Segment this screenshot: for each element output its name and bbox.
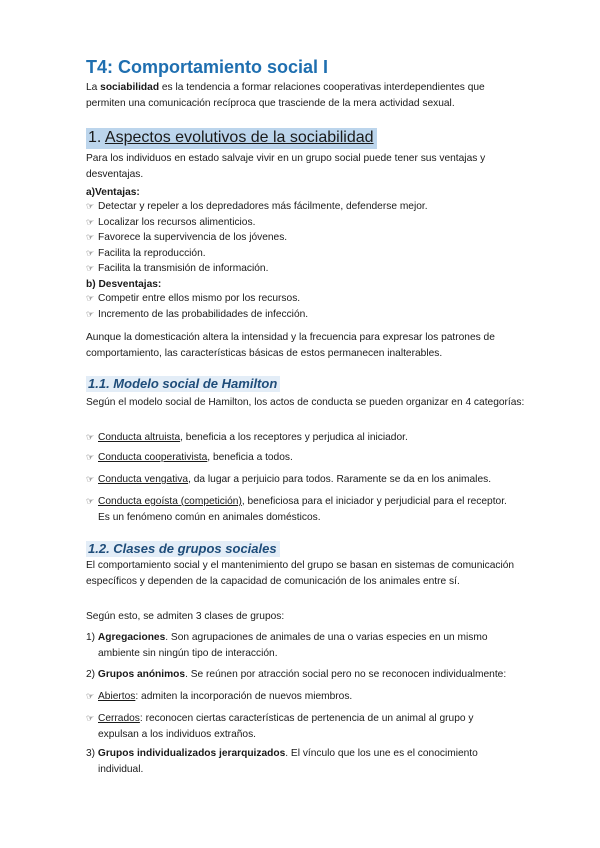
list-item: ☞ Conducta vengativa, da lugar a perjuicio para todos. Raramente se da en los animales. (86, 472, 491, 488)
pointing-hand-icon: ☞ (86, 452, 95, 462)
section-1-2-lead: Según esto, se admiten 3 clases de grupos: (86, 611, 285, 622)
intro-pre: La (86, 82, 101, 93)
group-2-sub-cerrados: ☞ Cerrados: reconocen ciertas características de pertenencia de un animal al grupo y expulsan a los individuos extraños. (86, 713, 474, 740)
section-1-2-paragraph: El comportamiento social y el mantenimiento del grupo se basan en sistemas de comunicación específicos y dependen de la capacidad de comunicación de los animales entre sí. (86, 560, 515, 587)
pointing-hand-icon: ☞ (86, 474, 95, 484)
pointing-hand-icon: ☞ (86, 713, 95, 723)
list-item: ☞ Localizar los recursos alimenticios. (86, 215, 428, 231)
pointing-hand-icon: ☞ (86, 201, 95, 211)
intro-paragraph (86, 80, 526, 111)
pointing-hand-icon: ☞ (86, 216, 95, 227)
group-2-sub-abiertos: ☞ Abiertos: admiten la incorporación de nuevos miembros. (86, 689, 352, 705)
list-item: ☞ Facilita la reproducción. (86, 246, 428, 262)
list-item: ☞ Detectar y repeler a los depredadores más fácilmente, defenderse mejor. (86, 199, 428, 215)
desventajas-label: b) Desventajas: (86, 279, 162, 290)
list-item: ☞ Competir entre ellos mismo por los recursos. (86, 291, 308, 307)
intro-term: sociabilidad (100, 82, 160, 93)
document-title: T4: Comportamiento social I (86, 57, 329, 77)
group-2: 2) Grupos anónimos. Se reúnen por atracción social pero no se reconocen individualmente: (86, 669, 507, 680)
section-1-number: 1. (88, 129, 105, 146)
list-item: ☞ Favorece la supervivencia de los jóvenes. (86, 230, 428, 246)
intro-post: es la tendencia a formar relaciones cooperativas interdependientes que permiten una comunicación recíproca que trasciende de la mera actividad sexual. (86, 82, 485, 109)
pointing-hand-icon: ☞ (86, 247, 95, 258)
section-1-paragraph: Para los individuos en estado salvaje vivir en un grupo social puede tener sus ventajas y desventajas. (86, 153, 486, 180)
pointing-hand-icon: ☞ (86, 496, 95, 506)
pointing-hand-icon: ☞ (86, 308, 95, 319)
list-item: ☞ Facilita la transmisión de información. (86, 261, 428, 277)
pointing-hand-icon: ☞ (86, 293, 95, 303)
section-1-1-heading: 1.1. Modelo social de Hamilton (86, 376, 280, 392)
section-1-heading (86, 128, 377, 149)
group-1: 1) Agregaciones. Son agrupaciones de animales de una o varias especies en un mismo ambiente sin ningún tipo de interacción. (86, 632, 488, 659)
section-1-closing: Aunque la domesticación altera la intensidad y la frecuencia para expresar los patrones de comportamiento, las características básicas de estos permanecen inalterables. (86, 332, 495, 359)
list-item: ☞ Conducta cooperativista, beneficia a todos. (86, 450, 293, 466)
desventajas-list (86, 291, 308, 322)
ventajas-label: a)Ventajas: (86, 187, 140, 198)
pointing-hand-icon: ☞ (86, 263, 95, 273)
ventajas-list (86, 199, 428, 277)
pointing-hand-icon: ☞ (86, 691, 95, 701)
list-item: ☞ Conducta egoísta (competición), beneficiosa para el iniciador y perjudicial para el receptor. Es un fenómeno común en animales domésticos. (86, 496, 507, 523)
section-1-1-paragraph: Según el modelo social de Hamilton, los actos de conducta se pueden organizar en 4 categorías: (86, 397, 525, 408)
group-3: 3) Grupos individualizados jerarquizados. El vínculo que los une es el conocimiento individual. (86, 748, 478, 775)
pointing-hand-icon: ☞ (86, 232, 95, 242)
section-1-2-heading: 1.2. Clases de grupos sociales (86, 541, 280, 557)
section-1-title: Aspectos evolutivos de la sociabilidad (104, 129, 374, 146)
list-item: ☞ Incremento de las probabilidades de infección. (86, 307, 308, 323)
pointing-hand-icon: ☞ (86, 432, 95, 442)
list-item: ☞ Conducta altruista, beneficia a los receptores y perjudica al iniciador. (86, 430, 408, 446)
